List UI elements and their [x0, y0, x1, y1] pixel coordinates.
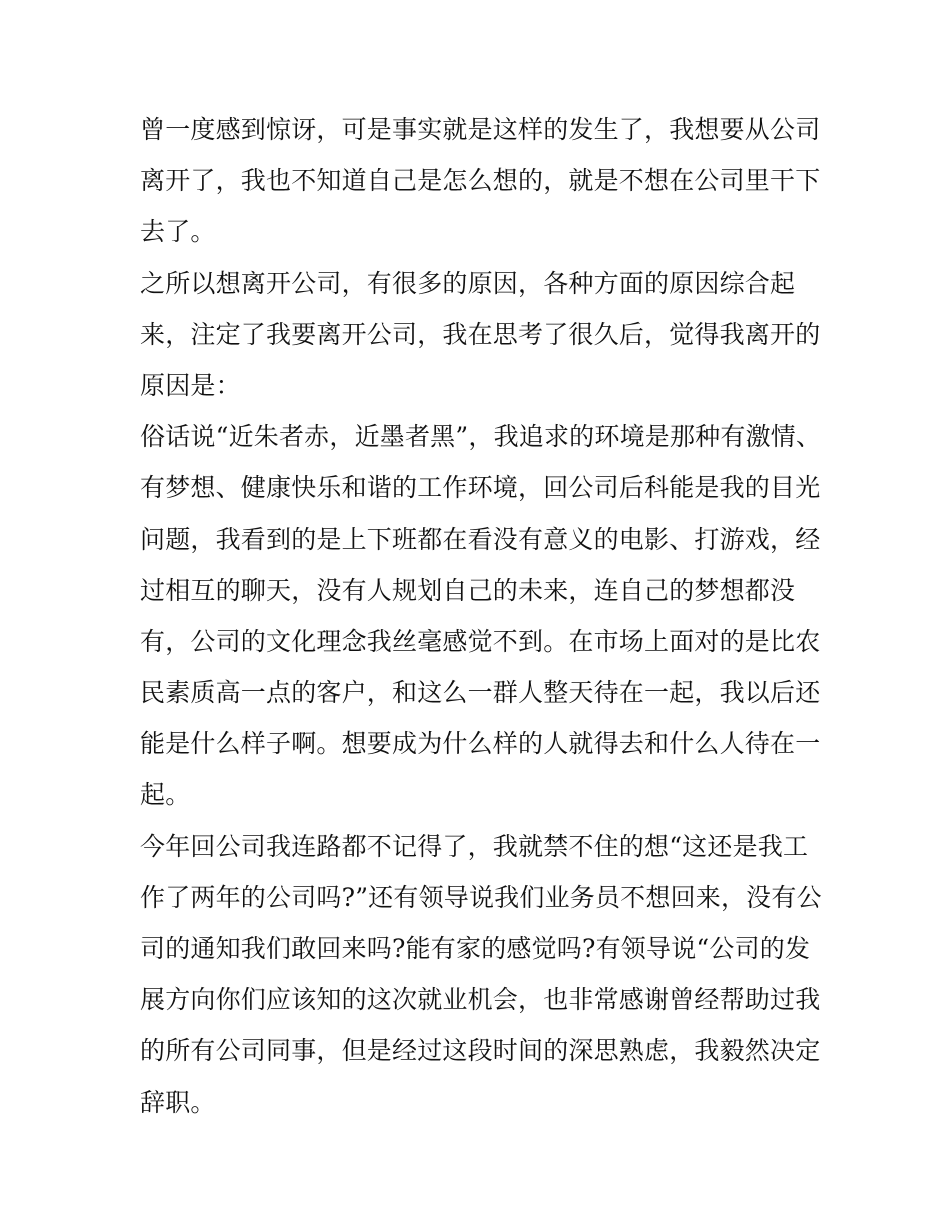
text-line: 起。	[140, 780, 191, 810]
text-line: 离开了，我也不知道自己是怎么想的，就是不想在公司里干下	[140, 166, 821, 196]
text-line: 民素质高一点的客户，和这么一群人整天待在一起，我以后还	[140, 678, 821, 708]
text-line: 来，注定了我要离开公司，我在思考了很久后，觉得我离开的	[140, 319, 821, 349]
text-line: 有梦想、健康快乐和谐的工作环境，回公司后科能是我的目光	[140, 473, 821, 503]
text-line: 俗话说“近朱者赤，近墨者黑”，我追求的环境是那种有激情、	[140, 422, 822, 452]
text-line: 今年回公司我连路都不记得了，我就禁不住的想“这还是我工	[140, 831, 809, 861]
body-text	[140, 104, 820, 1128]
text-line: 原因是：	[140, 370, 241, 400]
text-line: 过相互的聊天，没有人规划自己的未来，连自己的梦想都没	[140, 575, 796, 605]
text-line: 能是什么样子啊。想要成为什么样的人就得去和什么人待在一	[140, 729, 821, 759]
text-line: 展方向你们应该知的这次就业机会，也非常感谢曾经帮助过我	[140, 985, 821, 1015]
text-line: 作了两年的公司吗?”还有领导说我们业务员不想回来，没有公	[140, 882, 822, 912]
text-line: 有，公司的文化理念我丝毫感觉不到。在市场上面对的是比农	[140, 626, 821, 656]
text-line: 司的通知我们敢回来吗?能有家的感觉吗?有领导说“公司的发	[140, 934, 811, 963]
text-line: 曾一度感到惊讶，可是事实就是这样的发生了，我想要从公司	[140, 115, 821, 144]
text-line: 之所以想离开公司，有很多的原因，各种方面的原因综合起	[140, 268, 796, 298]
text-line: 问题，我看到的是上下班都在看没有意义的电影、打游戏，经	[140, 524, 821, 554]
text-line: 去了。	[140, 217, 216, 247]
text-line: 辞职。	[140, 1087, 216, 1117]
text-line: 的所有公司同事，但是经过这段时间的深思熟虑，我毅然决定	[140, 1036, 821, 1066]
